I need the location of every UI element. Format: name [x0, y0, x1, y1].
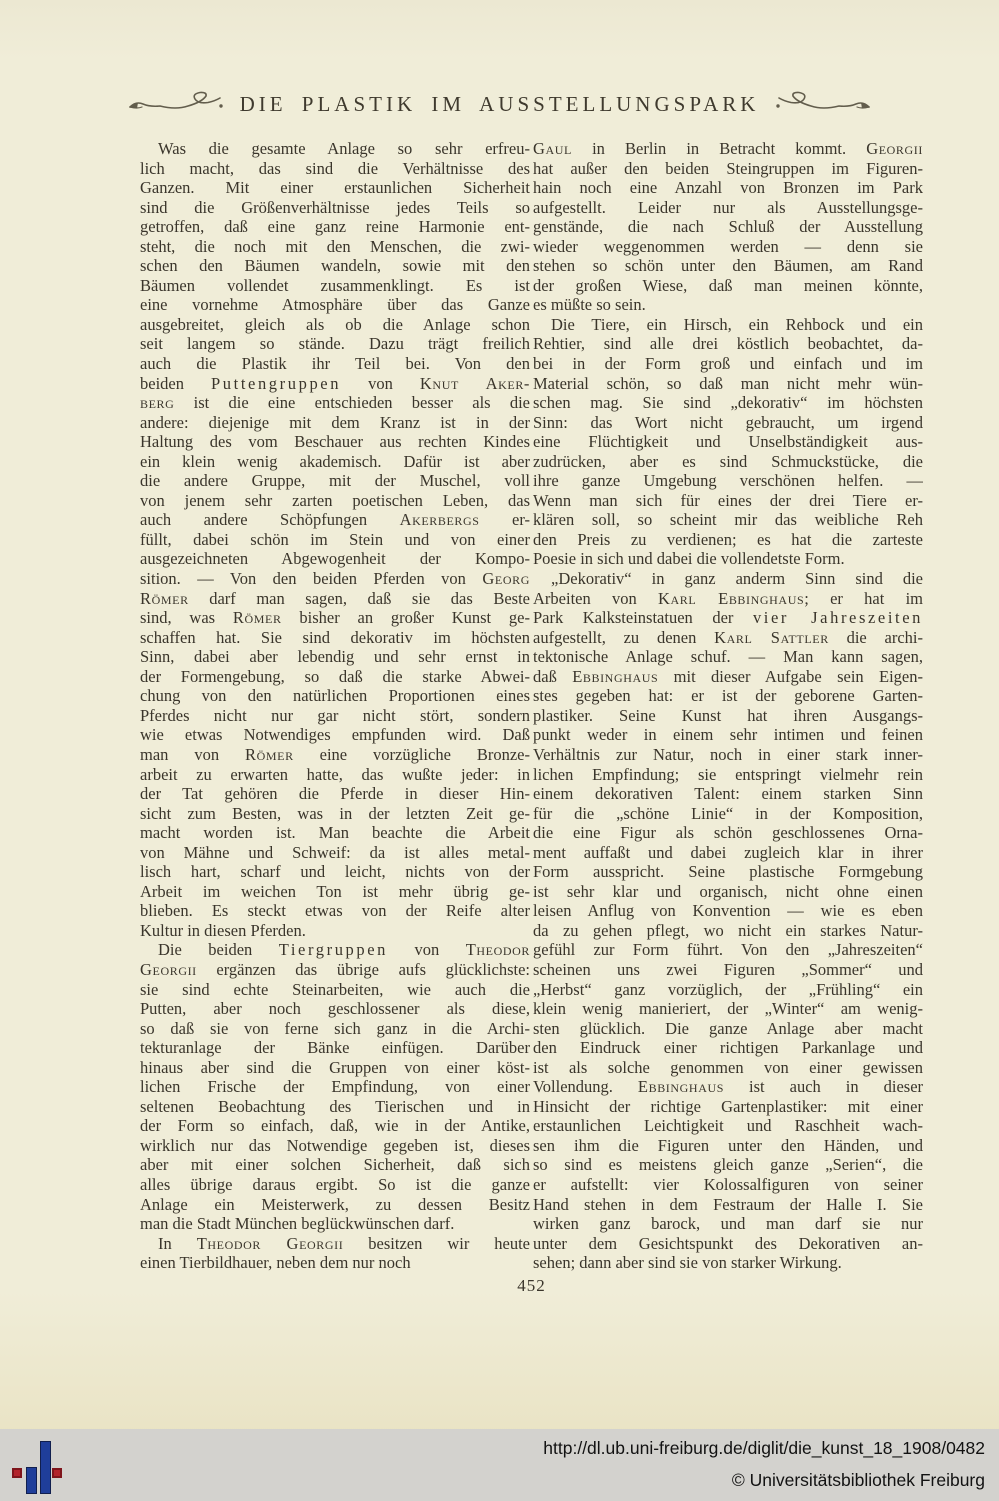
text-line: eine vornehme Atmosphäre über das Ganze — [140, 295, 530, 315]
text-line: berg ist die eine entschieden besser als die — [140, 393, 530, 413]
text-line: sten glücklich. Die ganze Anlage aber macht — [533, 1018, 923, 1038]
logo-bar-medium — [26, 1467, 37, 1494]
text-line: Sinn, dabei aber lebendig und sehr ernst in — [140, 647, 530, 667]
text-line: wirken ganz barock, und man darf sie nur — [533, 1214, 923, 1234]
text-line: Anlage ein Meisterwerk, zu dessen Besitz — [140, 1194, 530, 1214]
text-line: „Dekorativ“ in ganz anderm Sinn sind die — [551, 569, 923, 589]
text-line: Gaul in Berlin in Betracht kommt. Georgii — [533, 139, 923, 158]
page-title: DIE PLASTIK IM AUSSTELLUNGSPARK — [239, 91, 760, 116]
text-line: tektonische Anlage schuf. — Man kann sagen, — [533, 647, 923, 667]
text-line: einen Tierbildhauer, neben dem nur noch — [140, 1253, 411, 1273]
text-line: der Formengebung, so daß die starke Abwei- — [140, 666, 530, 686]
text-line: Die beiden Tiergruppen von Theodor — [158, 940, 530, 960]
text-line: sehen; dann aber sind sie von starker Wirkung. — [533, 1253, 842, 1273]
text-line: lichen Frische der Empfindung, von einer — [140, 1077, 530, 1097]
text-line: alles übrige daraus ergibt. So ist die ganze — [140, 1174, 530, 1194]
text-line: ausgezeichneten Abgewogenheit der Kompo- — [140, 549, 530, 569]
text-line: aufgestellt, zu denen Karl Sattler die archi- — [533, 627, 923, 647]
text-line: blieben. Es steckt etwas von der Reife alter — [140, 901, 530, 921]
text-line: stehen so schön unter den Bäumen, am Rand — [533, 256, 923, 276]
text-line: zudrücken, aber es sind Schmuckstücke, die — [533, 451, 923, 471]
text-line: Poesie in sich und dabei die vollendetste Form. — [533, 549, 845, 569]
logo-square-left — [12, 1468, 22, 1478]
digitization-footer — [0, 1429, 999, 1501]
text-line: der Form so einfach, daß, wie in der Antike, — [140, 1116, 530, 1136]
logo-square-right — [52, 1468, 62, 1478]
text-line: die eine Figur als schön geschlossenes Orna- — [533, 823, 923, 843]
text-line: Römer darf man sagen, daß sie das Beste — [140, 588, 530, 608]
text-line: für die „schöne Linie“ in der Komposition, — [533, 803, 923, 823]
text-line: da zu gehen pflegt, wo nicht ein starkes Natur- — [533, 920, 923, 940]
text-line: ausgebreitet, gleich als ob die Anlage schon — [140, 314, 530, 334]
text-line: es müßte so sein. — [533, 295, 646, 315]
text-line: sicht zum Besten, was in der letzten Zeit ge- — [140, 803, 530, 823]
text-line: Georgii ergänzen das übrige aufs glücklichste: — [140, 959, 530, 979]
text-line: lisch hart, scharf und leicht, nichts von der — [140, 862, 530, 882]
flourish-ornament-right-icon — [775, 90, 871, 118]
text-line: plastiker. Seine Kunst hat ihren Ausgangs- — [533, 705, 923, 725]
text-line: sen ihm die Figuren unter den Händen, und — [533, 1135, 923, 1155]
text-line: leisen Anflug von Konvention — wie es eben — [533, 901, 923, 921]
text-line: Verhältnis zur Natur, noch in einer stark inner- — [533, 744, 923, 764]
text-line: Wenn man sich für eines der drei Tiere er- — [533, 490, 923, 510]
text-line: bei in der Form groß und einfach und im — [533, 354, 923, 374]
text-line: sie sind echte Steinarbeiten, wie auch die — [140, 979, 530, 999]
text-line: auch die Plastik ihr Teil bei. Von den — [140, 354, 530, 374]
text-line: stes gegeben hat: er ist der geborene Garten- — [533, 686, 923, 706]
text-line: Rehtier, sind alle drei köstlich beobachtet, da- — [533, 334, 923, 354]
text-line: erstaunlichen Leichtigkeit und Raschheit wach- — [533, 1116, 923, 1136]
text-line: Hinsicht der richtige Gartenplastiker: mit einer — [533, 1096, 923, 1116]
text-line: sition. — Von den beiden Pferden von Georg — [140, 569, 530, 589]
text-line: ment auffaßt und dabei zugleich klar in ihrer — [533, 842, 923, 862]
text-line: sind, was Römer bisher an großer Kunst ge- — [140, 608, 530, 628]
text-line: aufgestellt. Leider nur als Ausstellungsge- — [533, 197, 923, 217]
text-line: klein wenig manieriert, der „Winter“ am wenig- — [533, 999, 923, 1019]
page-number: 452 — [517, 1276, 546, 1295]
text-line: Form ausspricht. Seine plastische Formgebung — [533, 862, 923, 882]
text-line: Pferdes nicht nur gar nicht stört, sondern — [140, 705, 530, 725]
text-line: punkt weder in einem sehr intimen und feinen — [533, 725, 923, 745]
text-line: seit langem so stände. Dazu trägt freilich — [140, 334, 530, 354]
text-line: andere: diejenige mit dem Kranz ist in der — [140, 412, 530, 432]
text-line: Putten, aber noch geschlossener als diese, — [140, 999, 530, 1019]
logo-bar-tall — [40, 1441, 51, 1494]
text-line: schaffen hat. Sie sind dekorativ im höchsten — [140, 627, 530, 647]
text-line: Haltung des vom Beschauer aus rechten Kindes — [140, 432, 530, 452]
text-line: eine Flüchtigkeit und Unselbständigkeit aus- — [533, 432, 923, 452]
text-line: daß Ebbinghaus mit dieser Aufgabe sein Eigen- — [533, 666, 923, 686]
text-line: macht worden ist. Man beachte die Arbeit — [140, 823, 530, 843]
text-line: schen mag. Sie sind „dekorativ“ im höchsten — [533, 393, 923, 413]
flourish-ornament-left-icon — [128, 90, 224, 118]
text-line: Hand stehen in dem Festraum der Halle I. Sie — [533, 1194, 923, 1214]
text-line: „Herbst“ ganz vorzüglich, der „Frühling“ ein — [533, 979, 923, 999]
text-line: Vollendung. Ebbinghaus ist auch in dieser — [533, 1077, 923, 1097]
article-column-left — [140, 139, 530, 1273]
text-line: gefühl zur Form führt. Von den „Jahreszeiten“ — [533, 940, 923, 960]
text-line: Ganzen. Mit einer erstaunlichen Sicherheit — [140, 178, 530, 198]
text-line: der Tat gehören die Pferde in dieser Hin- — [140, 784, 530, 804]
text-line: getroffen, daß eine ganz reine Harmonie ent- — [140, 217, 530, 237]
copyright-notice: © Universitätsbibliothek Freiburg — [731, 1470, 985, 1490]
text-line: einem dekorativen Talent: einem starken Sinn — [533, 784, 923, 804]
text-line: Was die gesamte Anlage so sehr erfreu- — [158, 139, 530, 158]
text-line: sind die Größenverhältnisse jedes Teils so — [140, 197, 530, 217]
text-line: steht, die noch mit den Menschen, die zwi- — [140, 236, 530, 256]
text-line: Park Kalksteinstatuen der vier Jahreszeiten — [533, 608, 923, 628]
text-line: Arbeiten von Karl Ebbinghaus; er hat im — [533, 588, 923, 608]
text-line: scheinen uns zwei Figuren „Sommer“ und — [533, 959, 923, 979]
text-line: hat außer den beiden Steingruppen im Figuren- — [533, 158, 923, 178]
text-line: der großen Wiese, daß man meinen könnte, — [533, 275, 923, 295]
text-line: beiden Puttengruppen von Knut Aker- — [140, 373, 530, 393]
text-line: den Preis zu verdienen; es hat die zarteste — [533, 529, 923, 549]
text-line: den Eindruck einer richtigen Parkanlage und — [533, 1038, 923, 1058]
text-line: ein klein wenig akademisch. Dafür ist aber — [140, 451, 530, 471]
text-line: In Theodor Georgii besitzen wir heute — [158, 1233, 530, 1253]
text-line: man von Römer eine vorzügliche Bronze- — [140, 744, 530, 764]
text-line: aber mit einer solchen Sicherheit, daß sich — [140, 1155, 530, 1175]
page-header — [0, 90, 999, 118]
text-line: füllt, dabei schön im Stein und von einer — [140, 529, 530, 549]
text-line: ist sehr klar und organisch, nicht ohne einen — [533, 881, 923, 901]
text-line: Arbeit im weichen Ton ist mehr übrig ge- — [140, 881, 530, 901]
source-url: http://dl.ub.uni-freiburg.de/diglit/die_kunst_18_1908/0482 — [543, 1438, 985, 1458]
text-line: die andere Gruppe, mit der Muschel, voll — [140, 471, 530, 491]
text-line: ihre ganze Umgebung verschönen helfen. — — [533, 471, 923, 491]
text-line: man die Stadt München beglückwünschen darf. — [140, 1214, 455, 1234]
text-line: genstände, die nach Schluß der Ausstellung — [533, 217, 923, 237]
text-line: Die Tiere, ein Hirsch, ein Rehbock und ein — [551, 314, 923, 334]
text-line: Bäumen vollendet zusammenklingt. Es ist — [140, 275, 530, 295]
text-line: hain noch eine Anzahl von Bronzen im Park — [533, 178, 923, 198]
text-line: Sinn: das Wort nicht gebraucht, um irgend — [533, 412, 923, 432]
text-line: klären soll, so scheint mir das weibliche Reh — [533, 510, 923, 530]
article-column-right — [533, 139, 923, 1273]
text-line: so sind es meistens gleich ganze „Serien“, die — [533, 1155, 923, 1175]
text-line: chung von den natürlichen Proportionen eines — [140, 686, 530, 706]
text-line: seltenen Beobachtung des Tierischen und in — [140, 1096, 530, 1116]
text-line: von jenem sehr zarten poetischen Leben, das — [140, 490, 530, 510]
text-line: lich macht, das sind die Verhältnisse des — [140, 158, 530, 178]
text-line: auch andere Schöpfungen Akerbergs er- — [140, 510, 530, 530]
text-line: tekturanlage der Bänke einfügen. Darüber — [140, 1038, 530, 1058]
universitaetsbibliothek-freiburg-logo-icon — [0, 1429, 70, 1501]
text-line: Material schön, so daß man nicht mehr wün- — [533, 373, 923, 393]
text-line: wirklich nur das Notwendige gegeben ist, dieses — [140, 1135, 530, 1155]
text-line: wie etwas Notwendiges empfunden wird. Daß — [140, 725, 530, 745]
text-line: Kultur in diesen Pferden. — [140, 920, 306, 940]
text-line: schen den Bäumen wandeln, sowie mit den — [140, 256, 530, 276]
text-line: hinaus aber sind die Gruppen von einer köst- — [140, 1057, 530, 1077]
text-line: unter dem Gesichtspunkt des Dekorativen an- — [533, 1233, 923, 1253]
text-line: arbeit zu erwarten hatte, das wußte jeder: in — [140, 764, 530, 784]
text-line: lichen Empfindung; sie entspringt vielmehr rein — [533, 764, 923, 784]
text-line: ist als solche genommen von einer gewissen — [533, 1057, 923, 1077]
text-line: von Mähne und Schweif: da ist alles metal- — [140, 842, 530, 862]
text-line: so daß sie von ferne sich ganz in die Archi- — [140, 1018, 530, 1038]
text-line: er aufstellt: vier Kolossalfiguren von seiner — [533, 1174, 923, 1194]
text-line: wieder weggenommen werden — denn sie — [533, 236, 923, 256]
